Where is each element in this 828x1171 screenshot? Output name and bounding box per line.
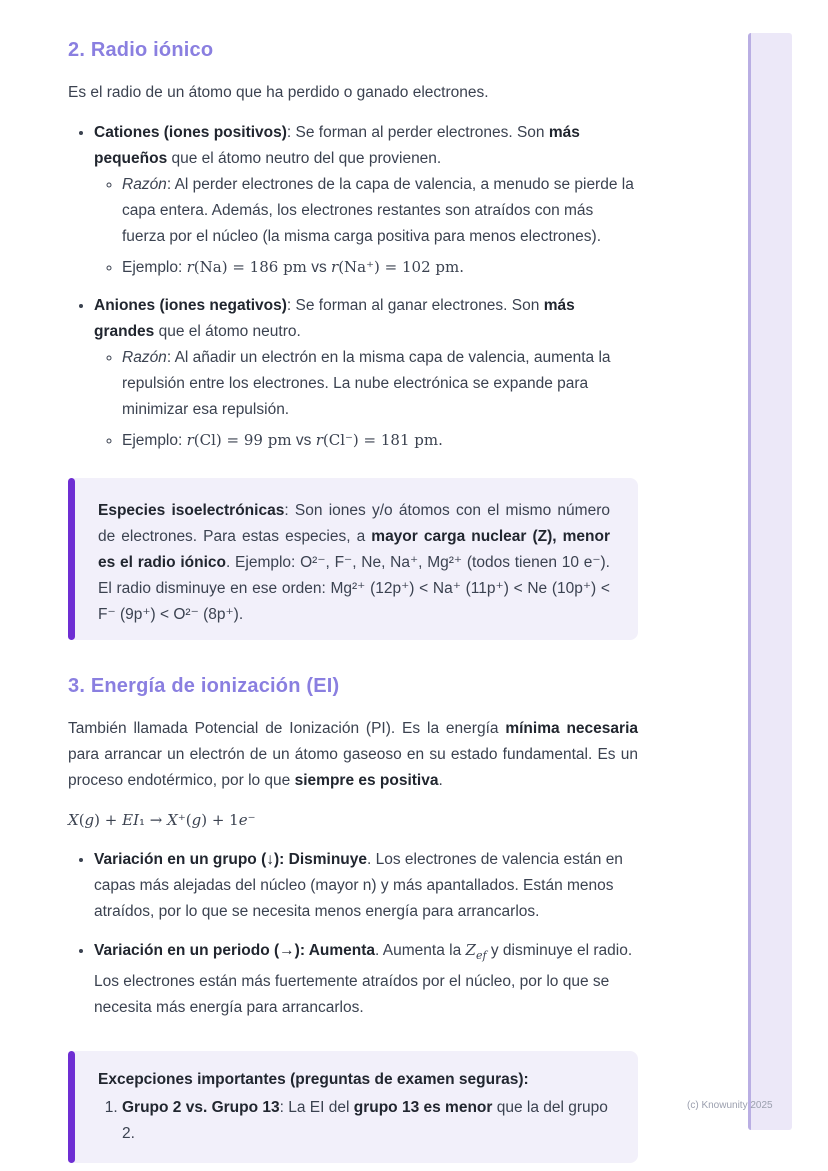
ionization-formula: X(g) + EI₁ → X⁺(g) + 1e⁻ <box>68 811 256 829</box>
bullet-aniones <box>94 293 638 454</box>
bullet-list-radio-ionico <box>68 120 638 454</box>
sub-bullet-aniones-ejemplo: ◦ Ejemplo: r(Cl) = 99 pm vs r(Cl⁻) = 181 pm. <box>122 427 638 454</box>
bullet-list-energia <box>68 847 638 1021</box>
paragraph-radio-ionico-intro: Es el radio de un átomo que ha perdido o ganado electrones. <box>68 84 489 101</box>
bullet-variacion-grupo: • Variación en un grupo (↓): Disminuye. Los electrones de valencia están en capas más alejadas del núcleo (mayor n) y más apantallados. Están menos atraídos, por lo que se necesita menos energía para arrancarlos. <box>94 847 638 925</box>
callout-excepciones-importantes <box>68 1051 638 1163</box>
bullet-aniones-text: Aniones (iones negativos): Se forman al ganar electrones. Son más grandes que el átomo neutro. <box>94 297 575 340</box>
page-content <box>68 38 638 1163</box>
bullet-cationes <box>94 120 638 281</box>
callout-especies-isoelectronicas <box>68 478 638 640</box>
section-heading-radio-ionico: 2. Radio iónico <box>68 39 214 61</box>
sub-bullet-cationes-ejemplo: ◦ Ejemplo: r(Na) = 186 pm vs r(Na⁺) = 102 pm. <box>122 254 638 281</box>
next-page-edge-strip <box>748 33 792 1130</box>
callout-especies-text: Especies isoelectrónicas: Son iones y/o átomos con el mismo número de electrones. Para estas especies, a mayor carga nuclear (Z), menor es el radio iónico. Ejemplo: O²⁻, F⁻, Ne, Na⁺, Mg²⁺ (todos tienen 10 e⁻). El radio disminuye en ese orden: Mg²⁺ (12p⁺) < Na⁺ (11p⁺) < Ne (10p⁺) < F⁻ (9p⁺) < O²⁻ (8p⁺). <box>98 502 610 623</box>
sub-bullet-cationes-razon: ◦ Razón: Al perder electrones de la capa de valencia, a menudo se pierde la capa entera. Además, los electrones restantes son atraídos con más fuerza por el núcleo (la misma carga positiva para menos electrones). <box>122 172 638 250</box>
sub-bullet-aniones-razon: ◦ Razón: Al añadir un electrón en la misma capa de valencia, aumenta la repulsión entre los electrones. La nube electrónica se expande para minimizar esa repulsión. <box>122 345 638 423</box>
bullet-cationes-text: Cationes (iones positivos): Se forman al perder electrones. Son más pequeños que el átomo neutro del que provienen. <box>94 124 580 167</box>
excepciones-list <box>98 1095 610 1147</box>
sublist-aniones <box>94 345 638 454</box>
callout-excepciones-title: Excepciones importantes (preguntas de examen seguras): <box>98 1071 529 1089</box>
bullet-variacion-periodo: • Variación en un periodo (→): Aumenta. Aumenta la $Z_{ef}$ y disminuye el radio. Los electrones están más fuertemente atraídos por el núcleo, por lo que se necesita más energía para arrancarlos. <box>94 937 638 1021</box>
watermark: (c) Knowunity 2025 <box>687 1100 773 1111</box>
excepcion-grupo2-vs-grupo13: 1. Grupo 2 vs. Grupo 13: La EI del grupo 13 es menor que la del grupo 2. <box>122 1095 610 1147</box>
paragraph-energia-intro: También llamada Potencial de Ionización (PI). Es la energía mínima necesaria para arrancar un electrón de un átomo gaseoso en su estado fundamental. Es un proceso endotérmico, por lo que siempre es positiva. <box>68 720 638 789</box>
section-heading-energia-ionizacion: 3. Energía de ionización (EI) <box>68 675 340 697</box>
sublist-cationes <box>94 172 638 281</box>
